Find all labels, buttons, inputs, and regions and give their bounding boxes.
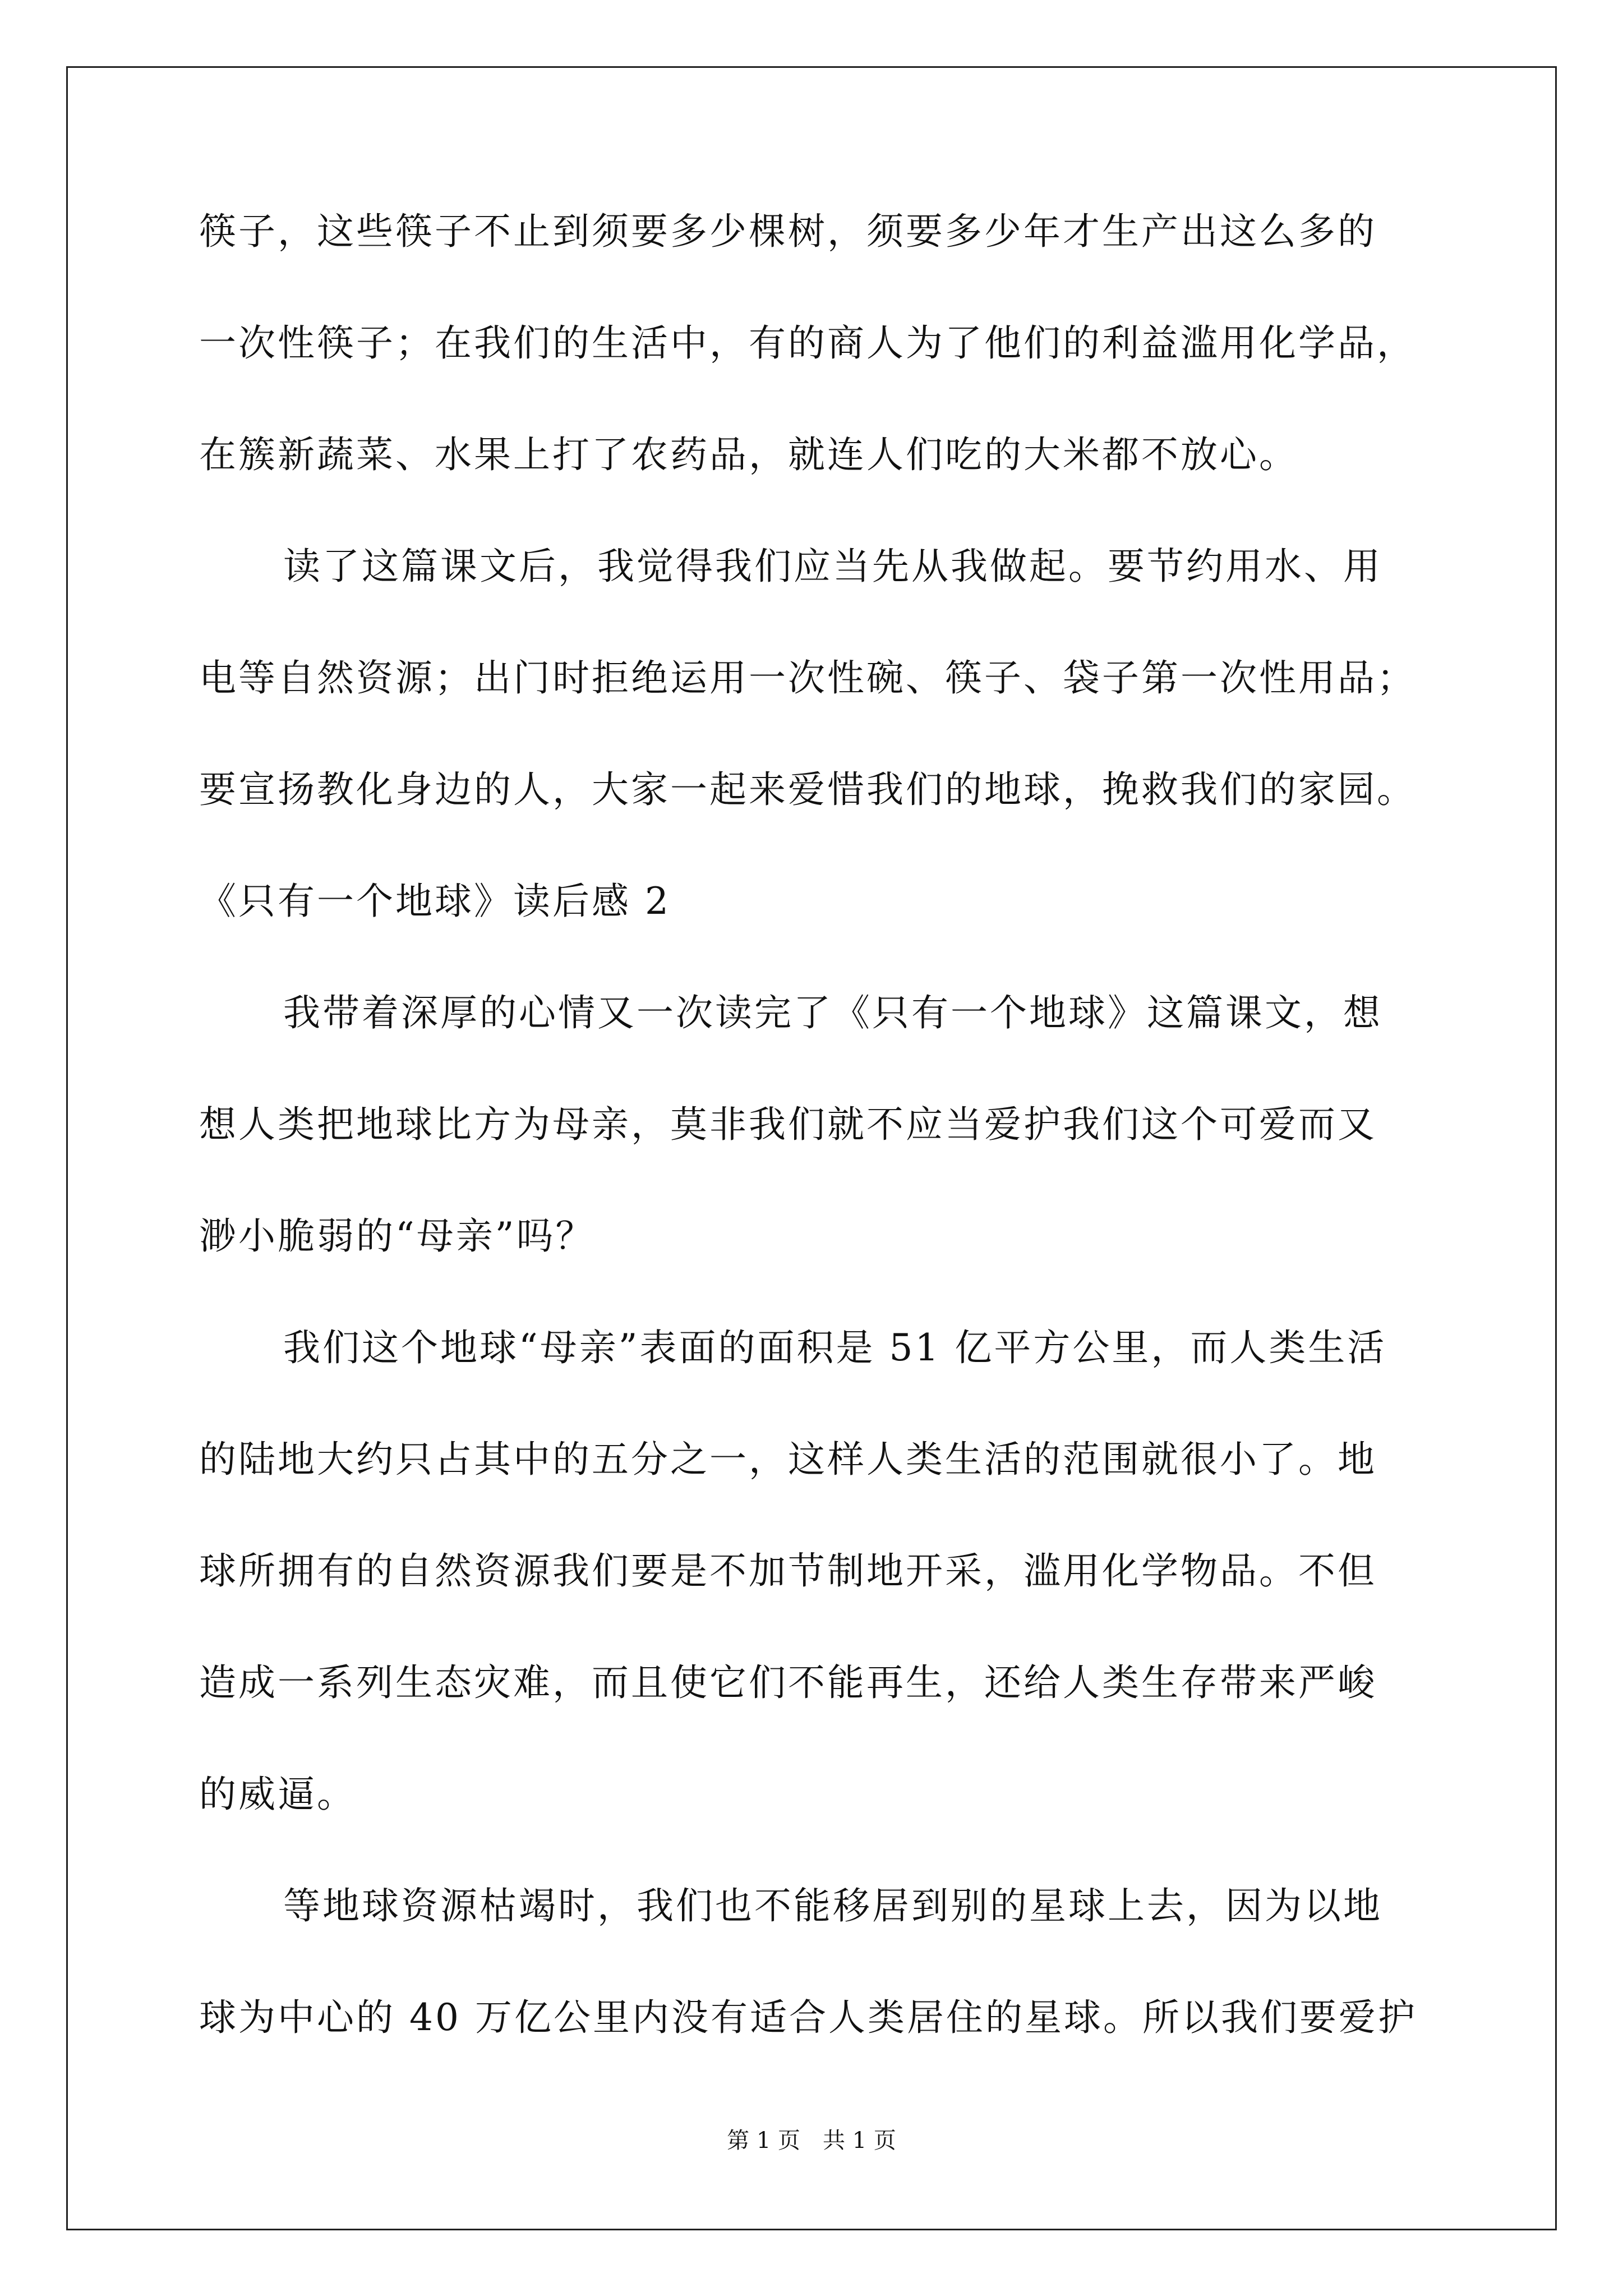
body-line: 一次性筷子；在我们的生活中，有的商人为了他们的利益滥用化学品，	[199, 321, 1416, 365]
page-footer: 第 1 页 共 1 页	[727, 2128, 896, 2154]
body-line: 球所拥有的自然资源我们要是不加节制地开采，滥用化学物品。不但	[199, 1549, 1377, 1593]
body-line: 渺小脆弱的“母亲”吗？	[199, 1214, 595, 1258]
paragraph-start-line: 读了这篇课文后，我觉得我们应当先从我做起。要节约用水、用	[283, 545, 1382, 588]
document-body	[199, 210, 1433, 2111]
section-heading: 《只有一个地球》读后感 2	[199, 880, 671, 923]
body-line: 的陆地大约只占其中的五分之一，这样人类生活的范围就很小了。地	[199, 1438, 1377, 1481]
body-line: 想人类把地球比方为母亲，莫非我们就不应当爱护我们这个可爱而又	[199, 1103, 1377, 1146]
paragraph-start-line: 等地球资源枯竭时，我们也不能移居到别的星球上去，因为以地	[283, 1884, 1382, 1927]
body-line: 电等自然资源；出门时拒绝运用一次性碗、筷子、袋子第一次性用品；	[199, 656, 1416, 700]
paragraph-start-line: 我带着深厚的心情又一次读完了《只有一个地球》这篇课文，想	[283, 991, 1382, 1034]
body-line: 球为中心的 40 万亿公里内没有适合人类居住的星球。所以我们要爱护	[199, 1996, 1417, 2039]
body-line: 在簇新蔬菜、水果上打了农药品，就连人们吃的大米都不放心。	[199, 433, 1298, 476]
body-line: 要宣扬教化身边的人，大家一起来爱惜我们的地球，挽救我们的家园。	[199, 768, 1416, 811]
body-line: 造成一系列生态灾难，而且使它们不能再生，还给人类生存带来严峻	[199, 1661, 1377, 1704]
body-line: 筷子，这些筷子不止到须要多少棵树，须要多少年才生产出这么多的	[199, 210, 1377, 253]
body-line: 的威逼。	[199, 1773, 356, 1816]
paragraph-start-line: 我们这个地球“母亲”表面的面积是 51 亿平方公里，而人类生活	[283, 1326, 1387, 1369]
